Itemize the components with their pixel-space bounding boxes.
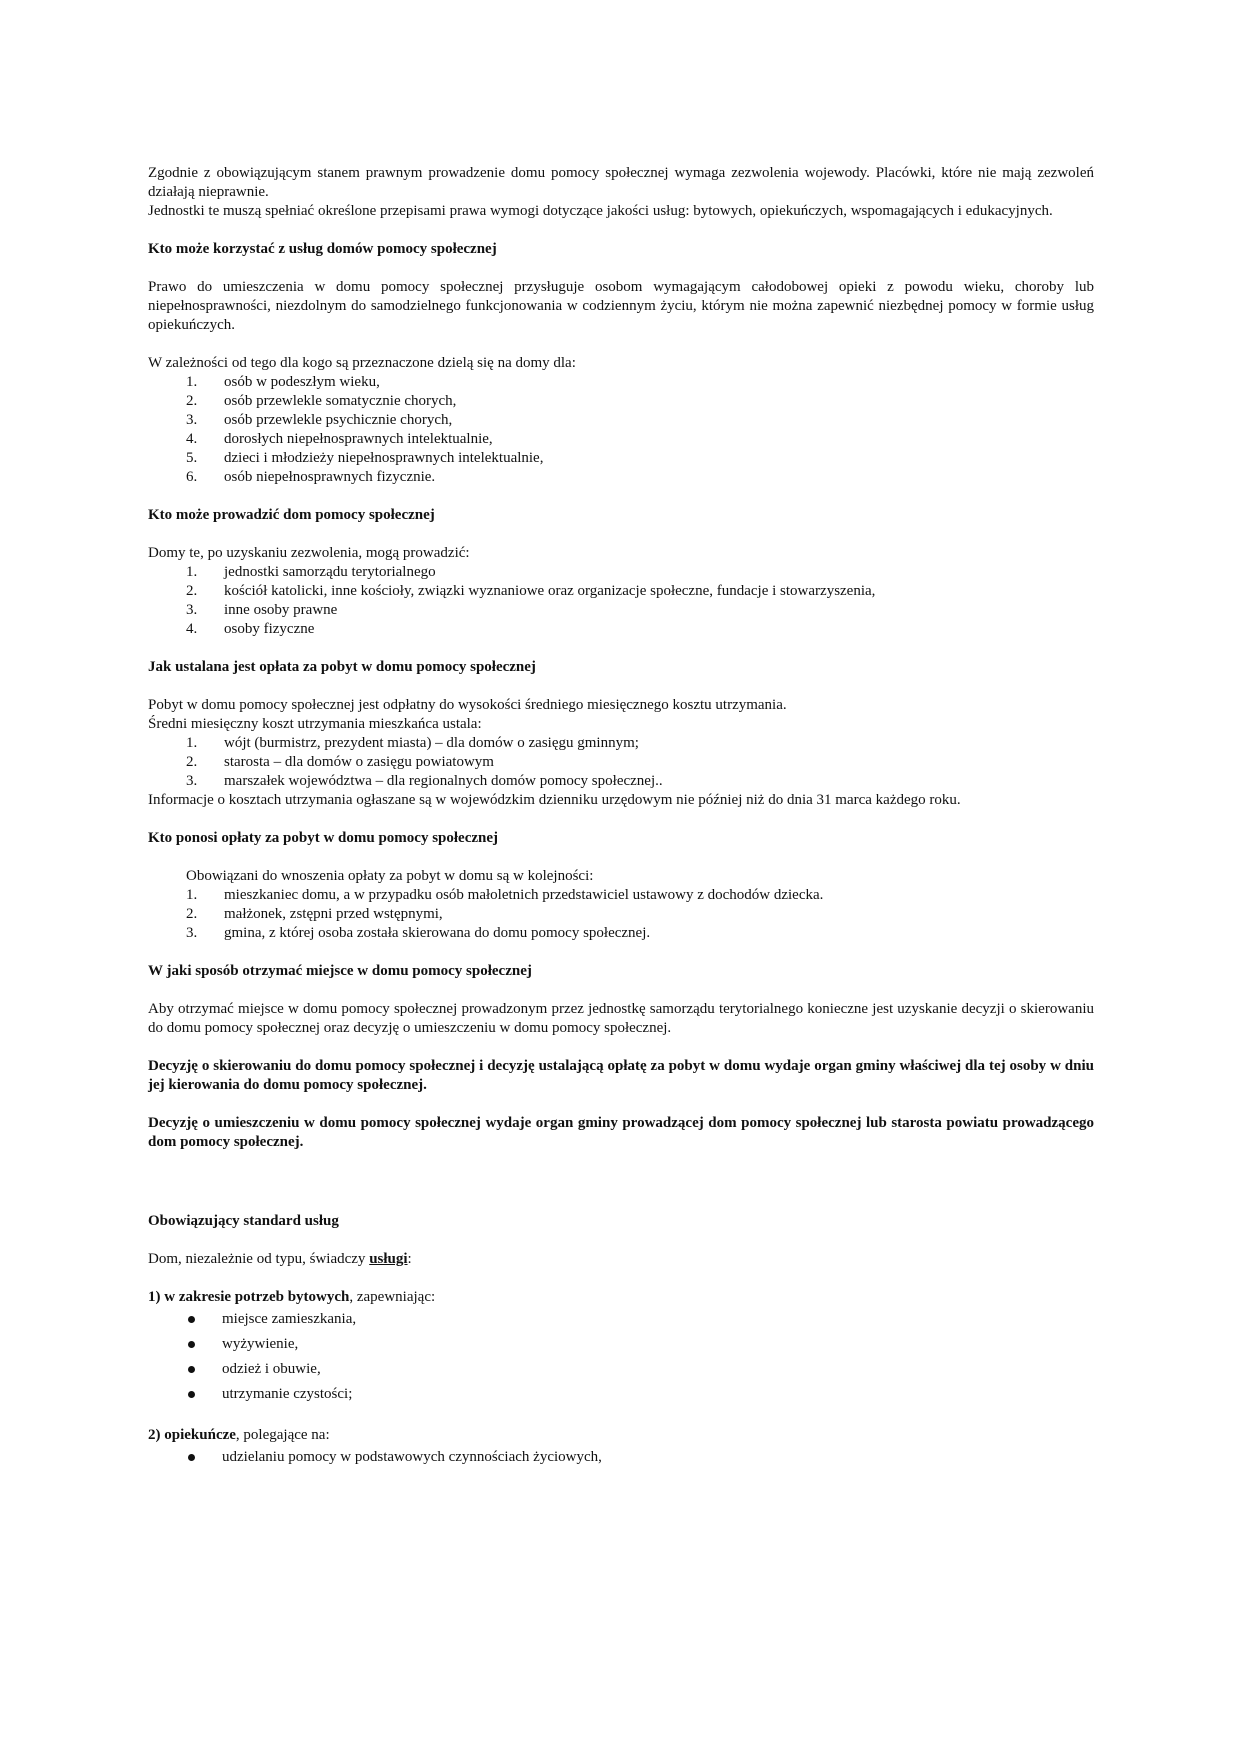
paragraph-eligibility: Prawo do umieszczenia w domu pomocy społecznej przysługuje osobom wymagającym całodobowej opieki z powodu wieku, choroby lub niepełnosprawności, niezdolnym do samodzielnego funkcjonowania w codziennym życiu, którym nie można zapewnić niezbędnej pomocy w formie usług opiekuńczych. bbox=[148, 279, 1094, 333]
list-item: 2. małżonek, zstępni przed wstępnymi, bbox=[186, 906, 443, 922]
section-heading-who-can-run: Kto może prowadzić dom pomocy społecznej bbox=[148, 507, 435, 523]
list-item: utrzymanie czystości; bbox=[148, 1382, 1094, 1407]
list-item: 3. inne osoby prawne bbox=[186, 602, 338, 618]
list-item: odzież i obuwie, bbox=[148, 1357, 1094, 1382]
bullet-icon bbox=[148, 1307, 222, 1332]
intro-paragraph-1: Zgodnie z obowiązującym stanem prawnym prowadzenie domu pomocy społecznej wymaga zezwolenia wojewody. Placówki, które nie mają zezwoleń działają nieprawnie. bbox=[148, 165, 1094, 200]
paragraph-placement-decision: Decyzję o umieszczeniu w domu pomocy społecznej wydaje organ gminy prowadzącej dom pomocy społecznej lub starosta powiatu prowadzącego dom pomocy społecznej. bbox=[148, 1115, 1094, 1150]
list-item: 1. jednostki samorządu terytorialnego bbox=[186, 564, 436, 580]
bullet-icon bbox=[148, 1445, 222, 1470]
subsection-living-needs: 1) w zakresie potrzeb bytowych, zapewniając: bbox=[148, 1289, 436, 1305]
list-item: 2. osób przewlekle somatycznie chorych, bbox=[186, 393, 457, 409]
paragraph-referral-decision: Decyzję o skierowaniu do domu pomocy społecznej i decyzję ustalającą opłatę za pobyt w domu wydaje organ gminy właściwej dla tej osoby w dniu jej kierowania do domu pomocy społecznej. bbox=[148, 1058, 1094, 1093]
paragraph-home-types-intro: W zależności od tego dla kogo są przeznaczone dzielą się na domy dla: bbox=[148, 355, 576, 371]
list-item: 2. starosta – dla domów o zasięgu powiatowym bbox=[186, 754, 494, 770]
operators-list bbox=[148, 563, 1094, 639]
paragraph-cost-info: Informacje o kosztach utrzymania ogłaszane są w wojewódzkim dzienniku urzędowym nie później niż do dnia 31 marca każdego roku. bbox=[148, 792, 961, 808]
list-item: 4. dorosłych niepełnosprawnych intelektualnie, bbox=[186, 431, 493, 447]
list-item: 1. osób w podeszłym wieku, bbox=[186, 374, 380, 390]
paragraph-operators-intro: Domy te, po uzyskaniu zezwolenia, mogą prowadzić: bbox=[148, 545, 470, 561]
list-item: 5. dzieci i młodzieży niepełnosprawnych intelektualnie, bbox=[186, 450, 544, 466]
care-services-list bbox=[148, 1445, 1094, 1470]
bullet-icon bbox=[148, 1382, 222, 1407]
list-item: miejsce zamieszkania, bbox=[148, 1307, 1094, 1332]
section-heading-who-can-use: Kto może korzystać z usług domów pomocy społecznej bbox=[148, 241, 497, 257]
section-heading-how-to-get-place: W jaki sposób otrzymać miejsce w domu pomocy społecznej bbox=[148, 963, 532, 979]
section-heading-fee-setting: Jak ustalana jest opłata za pobyt w domu pomocy społecznej bbox=[148, 659, 536, 675]
list-item: 1. mieszkaniec domu, a w przypadku osób małoletnich przedstawiciel ustawowy z dochodów dziecka. bbox=[186, 887, 824, 903]
paragraph-fee-paid: Pobyt w domu pomocy społecznej jest odpłatny do wysokości średniego miesięcznego kosztu utrzymania. bbox=[148, 697, 787, 713]
list-item: 3. gmina, z której osoba została skierowana do domu pomocy społecznej. bbox=[186, 925, 651, 941]
bullet-icon bbox=[148, 1357, 222, 1382]
list-item: 6. osób niepełnosprawnych fizycznie. bbox=[186, 469, 436, 485]
home-types-list bbox=[148, 373, 1094, 487]
paragraph-decisions-needed: Aby otrzymać miejsce w domu pomocy społecznej prowadzonym przez jednostkę samorządu terytorialnego konieczne jest uzyskanie decyzji o skierowaniu do domu pomocy społecznej oraz decyzję o umieszczeniu w domu pomocy społecznej. bbox=[148, 1001, 1094, 1036]
payers-list bbox=[148, 886, 1094, 943]
list-item: 1. wójt (burmistrz, prezydent miasta) – dla domów o zasięgu gminnym; bbox=[186, 735, 639, 751]
subsection-care-services: 2) opiekuńcze, polegające na: bbox=[148, 1427, 330, 1443]
paragraph-payers-intro: Obowiązani do wnoszenia opłaty za pobyt w domu są w kolejności: bbox=[186, 868, 594, 884]
list-item: udzielaniu pomocy w podstawowych czynnościach życiowych, bbox=[148, 1445, 1094, 1470]
list-item: 3. osób przewlekle psychicznie chorych, bbox=[186, 412, 453, 428]
fee-setters-list bbox=[148, 734, 1094, 791]
services-link[interactable]: usługi bbox=[369, 1251, 408, 1267]
paragraph-fee-set-by: Średni miesięczny koszt utrzymania mieszkańca ustala: bbox=[148, 716, 482, 732]
list-item: 4. osoby fizyczne bbox=[186, 621, 315, 637]
section-heading-who-pays: Kto ponosi opłaty za pobyt w domu pomocy społecznej bbox=[148, 830, 499, 846]
bullet-icon bbox=[148, 1332, 222, 1357]
paragraph-services-intro: Dom, niezależnie od typu, świadczy usługi: bbox=[148, 1251, 412, 1267]
section-heading-service-standard: Obowiązujący standard usług bbox=[148, 1213, 339, 1229]
intro-paragraph-2: Jednostki te muszą spełniać określone przepisami prawa wymogi dotyczące jakości usług: bytowych, opiekuńczych, wspomagających i edukacyjnych. bbox=[148, 203, 1053, 219]
list-item: 2. kościół katolicki, inne kościoły, związki wyznaniowe oraz organizacje społeczne, fundacje i stowarzyszenia, bbox=[186, 583, 876, 599]
list-item: 3. marszałek województwa – dla regionalnych domów pomocy społecznej.. bbox=[186, 773, 663, 789]
list-item: wyżywienie, bbox=[148, 1332, 1094, 1357]
living-needs-list bbox=[148, 1307, 1094, 1407]
